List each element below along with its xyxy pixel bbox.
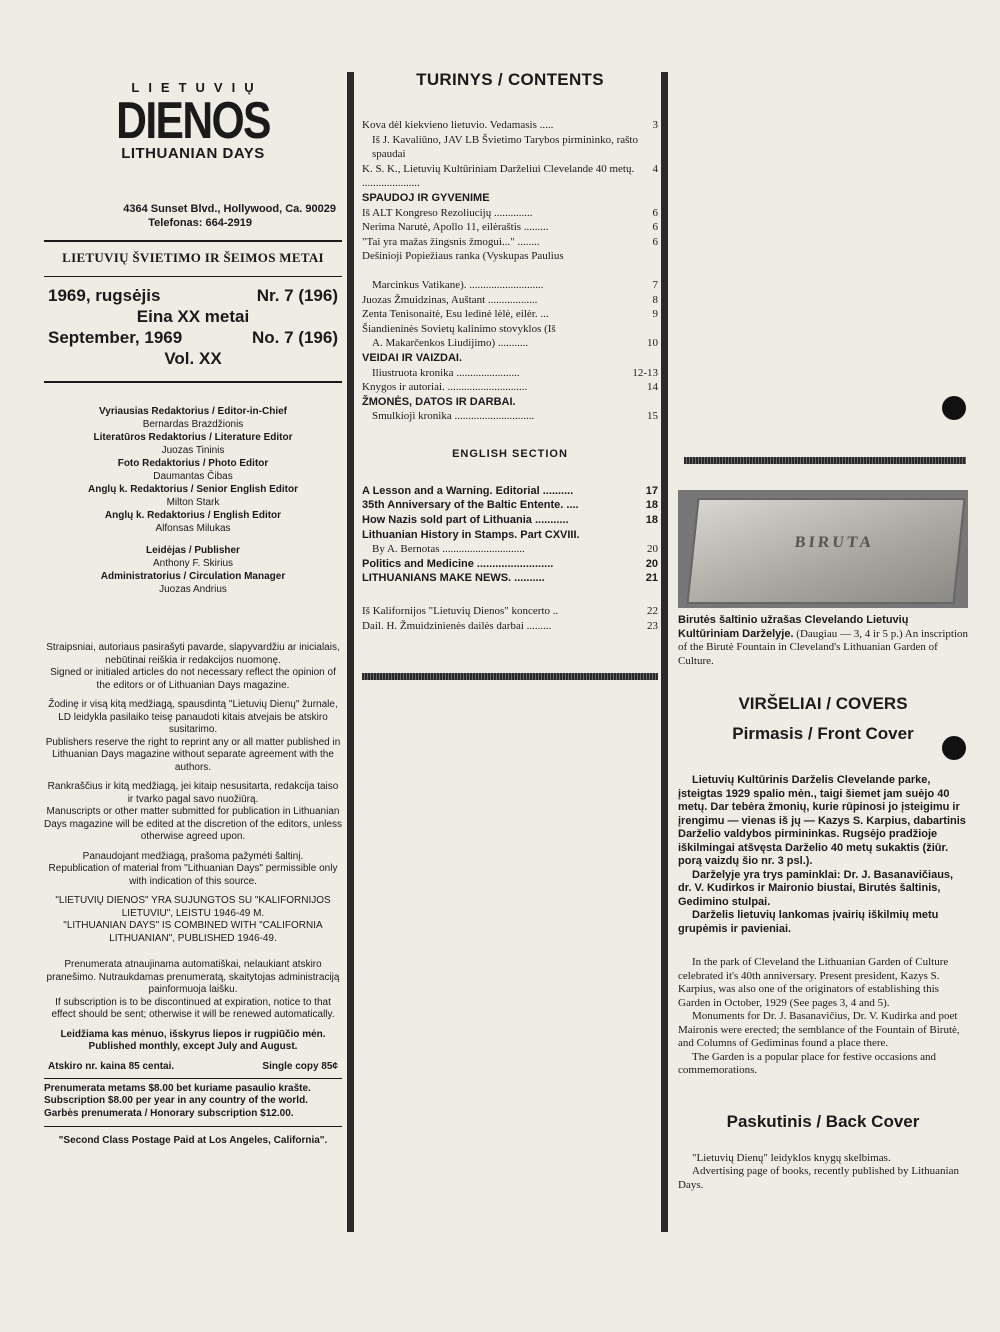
toc-item-title: Nerima Narutė, Apollo 11, eilėraštis ......... <box>362 221 549 234</box>
toc-item-page: 6 <box>652 235 658 248</box>
staff-name: Juozas Tininis <box>161 445 225 456</box>
toc-item-title: How Nazis sold part of Lithuania ........... <box>362 514 569 527</box>
toc-item-title: Šiandieninės Sovietų kalinimo stovyklos (Iš <box>362 322 556 335</box>
toc-item <box>362 380 658 395</box>
masthead-top: LIETUVIŲ <box>131 80 263 95</box>
toc-item-title: Knygos ir autoriai. ............................. <box>362 381 528 394</box>
notice-text: Leidžiama kas mėnuo, išskyrus liepos ir rugpiūčio mėn. Published monthly, except July and August. <box>60 1028 326 1052</box>
toc-item <box>362 409 658 424</box>
column-rule-left <box>347 72 354 1232</box>
divider <box>44 1126 342 1127</box>
toc-item-page: 7 <box>652 278 658 291</box>
toc-item-title: Marcinkus Vatikane). ........................... <box>372 278 544 291</box>
honorary-subscription: Garbės prenumerata / Honorary subscription $12.00. <box>44 1107 294 1119</box>
subscription-lt: Prenumerata metams $8.00 bet kuriame pasaulio krašte. <box>44 1082 311 1094</box>
contents-column <box>362 68 658 680</box>
toc-item-title: A. Makarčenkos Liudijimo) ........... <box>372 337 529 350</box>
notice-text: Panaudojant medžiagą, prašoma pažymėti šaltinį. Republication of material from "Lithuanian Days" permissible only with indication of this source. <box>48 850 338 887</box>
photo-caption <box>678 614 968 668</box>
toc-item-title: Dail. H. Žmuidzinienės dailės darbai ......... <box>362 619 552 632</box>
editorial-notices <box>44 642 342 1054</box>
toc-item-page <box>642 322 658 337</box>
inscription-photo <box>678 490 968 608</box>
toc-list <box>362 118 658 424</box>
toc-item <box>362 162 658 191</box>
address-line: 4364 Sunset Blvd., Hollywood, Ca. 90029 <box>123 203 336 215</box>
back-cover-heading: Paskutinis / Back Cover <box>726 1111 920 1131</box>
toc-item <box>362 278 658 293</box>
front-cover-text-lt: Lietuvių Kultūrinis Darželis Clevelande parke, įsteigtas 1929 spalio mėn., taigi šiemet jam suėjo 40 metų. Dar tebėra žmonių, kurie rūpinosi jo įsteigimu ir įrengimu — vienas iš jų — Kazys S. Karpius, dabartinis Darželio valdybos pirmininkas. Rugsėjo pradžioje iškilmingai atšvęsta Darželio 40 metų sukaktis (žiūr. porą vaizdų šio nr. 3 psl.). Darželyje yra trys paminklai: Dr. J. Basanavičiaus, dr. V. Kudirkos ir Maironio biustai, Birutės šaltinis, Gedimino stulpai. Darželis lietuvių lankomas įvairių iškilmių metu grupėmis ir pavieniai. <box>678 774 966 935</box>
column-rule-right <box>661 72 668 1232</box>
bottom-rule <box>362 673 658 680</box>
year-title: LIETUVIŲ ŠVIETIMO IR ŠEIMOS METAI <box>62 250 324 265</box>
toc-item-page <box>642 528 658 543</box>
covers-heading: VIRŠELIAI / COVERS <box>738 694 908 713</box>
price-lt: Atskiro nr. kaina 85 centai. <box>48 1060 175 1072</box>
divider <box>44 381 342 383</box>
issue-volume-en: Vol. XX <box>164 349 222 368</box>
publisher-address <box>44 202 342 230</box>
price-en: Single copy 85¢ <box>262 1060 338 1072</box>
toc-item <box>362 322 658 337</box>
staff-role: Leidėjas / Publisher <box>146 545 240 556</box>
toc-item-page <box>642 191 658 206</box>
masthead-column <box>44 78 342 1146</box>
toc-item-page: 22 <box>647 605 658 618</box>
toc-item-page: 10 <box>647 337 658 350</box>
toc-item-page: 8 <box>652 293 658 306</box>
slab-inscription: BIRUTA <box>794 534 875 551</box>
notice-text: "LIETUVIŲ DIENOS" YRA SUJUNGTOS SU "KALIFORNIJOS LIETUVIU", LEISTU 1946-49 M. "LITHUANIAN DAYS" IS COMBINED WITH "CALIFORNIA LITHUANIAN", PUBLISHED 1946-49. <box>55 895 331 944</box>
toc-item <box>362 571 658 586</box>
notice-text: Straipsniai, autoriaus pasirašyti pavarde, slapyvardžiu ar inicialais, nebūtinai reiškia ir redakcijos nuomonę. Signed or initialed articles do not necessary reflect the opinion of the editors or of Lithuanian Days magazine. <box>46 642 340 691</box>
photo-block <box>678 490 968 1192</box>
toc-item-title: Zenta Tenisonaitė, Esu ledinė lėlė, eilėr. ... <box>362 308 549 321</box>
toc-item <box>362 542 658 557</box>
binding-hole <box>942 396 966 420</box>
toc-item <box>362 395 658 410</box>
toc-item <box>362 235 658 250</box>
caption-lt-ref: (Daugiau — 3, 4 ir 5 p.) <box>796 627 903 640</box>
toc-item-title: K. S. K., Lietuvių Kultūriniam Darželiui Clevelande 40 metų. ..................... <box>362 162 635 190</box>
toc-item <box>362 604 658 619</box>
toc-item-page: 14 <box>647 381 658 394</box>
toc-item-title: Iliustruota kronika ....................... <box>372 366 520 379</box>
staff-name: Bernardas Brazdžionis <box>142 419 244 430</box>
divider <box>44 276 342 277</box>
caption-en: An inscription of the Birutė Fountain in Cleveland's Lithuanian Garden of Culture. <box>678 627 969 667</box>
masthead <box>44 80 342 162</box>
divider <box>44 1078 342 1079</box>
toc-item-page: 20 <box>645 557 658 570</box>
toc-item <box>362 133 658 162</box>
front-cover-text-en: In the park of Cleveland the Lithuanian Garden of Culture celebrated it's 40th anniversary. Present president, Kazys S. Karpius, was also one of the originators of establishing this Garden in October, 1929 (See pages 3, 4 and 5). Monuments for Dr. J. Basanavičius, Dr. V. Kudirka and poet Maironis were erected; the semblance of the Fountain of Birutė, and Columns of Gediminas found a place there. The Garden is a popular place for festive occasions and commemorations. <box>678 956 960 1076</box>
toc-item-title: By A. Bernotas .............................. <box>372 543 525 556</box>
toc-item-page <box>642 395 658 410</box>
masthead-subtitle: LITHUANIAN DAYS <box>121 145 265 162</box>
subscription-info <box>44 1083 342 1121</box>
toc-item <box>362 351 658 366</box>
toc-item <box>362 206 658 221</box>
toc-item-page <box>642 133 658 162</box>
staff-name: Daumantas Čibas <box>153 471 233 482</box>
top-rule <box>684 457 966 464</box>
toc-item <box>362 336 658 351</box>
toc-item-title: Juozas Žmuidzinas, Auštant .................. <box>362 293 538 306</box>
toc-item-title: Kova dėl kiekvieno lietuvio. Vedamasis ..... <box>362 119 554 131</box>
toc-item <box>362 293 658 308</box>
toc-item-page: 20 <box>647 543 658 556</box>
stone-slab <box>686 498 965 604</box>
toc-item-page: 18 <box>645 499 658 512</box>
caption-lt: Birutės šaltinio užrašas Clevelando Lietuvių Kultūriniam Darželyje. <box>678 614 909 640</box>
toc-item <box>362 249 658 264</box>
staff-role: Anglų k. Redaktorius / Senior English Editor <box>87 484 299 495</box>
price-line <box>44 1061 342 1072</box>
masthead-logo: DIENOS <box>116 92 270 150</box>
toc-item <box>362 513 658 528</box>
toc-item-page: 21 <box>645 572 658 585</box>
toc-item-title: Lithuanian History in Stamps. Part CXVIII. <box>362 528 580 541</box>
notice-text: Prenumerata atnaujinama automatiškai, nelaukiant atskiro pranešimo. Nutraukdamas prenumeratą, skaitytojas administraciją painformuoja laišku. If subscription is to be discontinued at expiration, notice to that effect should be sent; otherwise it will be renewed automatically. <box>46 959 340 1020</box>
staff-name: Alfonsas Milukas <box>155 523 231 534</box>
subscription-en: Subscription $8.00 per year in any country of the world. <box>44 1095 308 1106</box>
staff-list <box>44 405 342 596</box>
toc-item-page <box>642 249 658 264</box>
toc-item-page: 4 <box>652 162 658 175</box>
back-cover-text <box>678 1152 968 1193</box>
toc-item-title: Iš Kalifornijos "Lietuvių Dienos" koncerto .. <box>362 605 559 618</box>
binding-hole <box>942 736 966 760</box>
toc-item <box>362 484 658 499</box>
toc-item-title: "Tai yra mažas žingsnis žmogui..." ........ <box>362 235 540 248</box>
english-section-title: ENGLISH SECTION <box>452 447 568 460</box>
issue-number-lt: Nr. 7 (196) <box>256 286 338 305</box>
issue-info <box>44 285 342 369</box>
toc-item-title: Dešinioji Popiežiaus ranka (Vyskupas Paulius <box>362 250 564 263</box>
staff-name: Milton Stark <box>166 497 220 508</box>
issue-volume-lt: Eina XX metai <box>136 307 250 326</box>
divider <box>44 240 342 242</box>
toc-item-title: A Lesson and a Warning. Editorial .......... <box>362 484 574 497</box>
toc-item <box>362 191 658 206</box>
toc-item-title: VEIDAI IR VAIZDAI. <box>362 351 463 364</box>
toc-item-title: Smulkioji kronika ............................. <box>372 410 535 423</box>
toc-item-page: 6 <box>652 221 658 234</box>
notice-text: Žodinę ir visą kitą medžiagą, spausdintą "Lietuvių Dienų" žurnale, LD leidykla pasilaiko teisę panaudoti kitais atvejais be atskiro susitarimo. Publishers reserve the right to reprint any or all matter published in Lithuanian Days magazine without separate agreement with the authors. <box>45 699 341 773</box>
toc-item <box>362 307 658 322</box>
back-cover-lt: "Lietuvių Dienų" leidyklos knygų skelbimas. <box>692 1151 891 1164</box>
back-cover-en: Advertising page of books, recently published by Lithuanian Days. <box>678 1165 959 1191</box>
staff-role: Vyriausias Redaktorius / Editor-in-Chief <box>98 406 287 417</box>
staff-role: Administratorius / Circulation Manager <box>100 571 286 582</box>
toc-item-title: 35th Anniversary of the Baltic Entente. .... <box>362 499 579 512</box>
toc-item-title: ŽMONĖS, DATOS IR DARBAI. <box>362 395 516 408</box>
toc-item <box>362 619 658 634</box>
toc-item-page <box>642 351 658 366</box>
toc-item-page: 18 <box>645 514 658 527</box>
staff-role: Literatūros Redaktorius / Literature Editor <box>93 432 293 443</box>
postage-note: "Second Class Postage Paid at Los Angeles, California". <box>58 1135 328 1146</box>
notice-text: Rankraščius ir kitą medžiagą, jei kitaip nesusitarta, redakcija taiso ir tvarko pagal savo nuožiūrą. Manuscripts or other matter submitted for publication in Lithuanian Days magazine will be edited at the discretion of the editors, unless otherwise agreed upon. <box>44 781 342 842</box>
toc-item-title: Iš J. Kavaliūno, JAV LB Švietimo Tarybos pirmininko, rašto spaudai <box>372 133 638 161</box>
toc-item-page: 12-13 <box>632 366 658 379</box>
toc-item <box>362 557 658 572</box>
staff-role: Anglų k. Redaktorius / English Editor <box>104 510 282 521</box>
toc-title: TURINYS / CONTENTS <box>416 70 604 89</box>
toc-item-page: 15 <box>647 410 658 423</box>
toc-item-title: LITHUANIANS MAKE NEWS. .......... <box>362 572 545 585</box>
toc-item-title: Iš ALT Kongreso Rezoliucijų .............. <box>362 206 533 219</box>
toc-item-title: SPAUDOJ IR GYVENIME <box>362 191 490 204</box>
issue-date-en: September, 1969 <box>48 328 183 347</box>
staff-name: Juozas Andrius <box>159 584 227 595</box>
extra-toc-list <box>362 604 658 633</box>
toc-item <box>362 118 658 133</box>
toc-item <box>362 528 658 543</box>
toc-item-page: 23 <box>647 619 658 632</box>
staff-name: Anthony F. Skirius <box>152 558 234 569</box>
issue-number-en: No. 7 (196) <box>252 328 338 347</box>
toc-item-page: 6 <box>652 206 658 219</box>
issue-date-lt: 1969, rugsėjis <box>48 286 161 305</box>
english-toc-list <box>362 484 658 586</box>
phone-line: Telefonas: 664-2919 <box>148 217 252 229</box>
toc-item <box>362 498 658 513</box>
toc-item <box>362 366 658 381</box>
toc-item-page: 9 <box>652 308 658 321</box>
front-cover-heading: Pirmasis / Front Cover <box>732 724 914 743</box>
toc-item-title: Politics and Medicine ......................... <box>362 557 554 570</box>
toc-item-page: 3 <box>652 119 658 131</box>
toc-item <box>362 220 658 235</box>
staff-role: Foto Redaktorius / Photo Editor <box>117 458 269 469</box>
toc-item-page: 17 <box>645 484 658 497</box>
